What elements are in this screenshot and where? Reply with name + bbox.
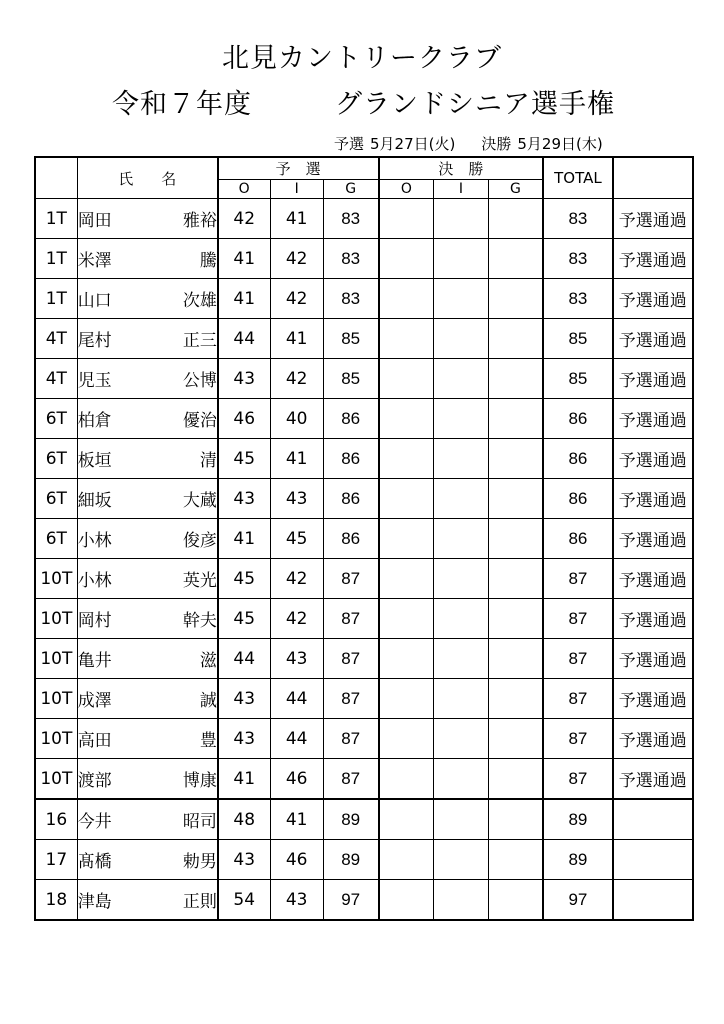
player-name-cell [77, 279, 218, 319]
qualification-status: 予選通過 [613, 319, 693, 359]
player-first-name: 騰 [199, 251, 217, 271]
player-last-name: 尾村 [77, 331, 112, 351]
table-row [35, 599, 693, 639]
rank-cell: 18 [35, 880, 77, 921]
final-out-score [379, 359, 434, 399]
player-first-name: 清 [199, 451, 217, 471]
player-last-name: 亀井 [77, 651, 112, 671]
rank-cell: 10T [35, 759, 77, 800]
qual-in-score: 43 [270, 880, 323, 921]
final-out-score [379, 599, 434, 639]
qual-gross-score: 87 [323, 599, 378, 639]
final-in-score [434, 359, 488, 399]
qual-gross-score: 86 [323, 479, 378, 519]
rank-cell: 1T [35, 199, 77, 239]
player-name-cell [77, 880, 218, 921]
table-row [35, 439, 693, 479]
player-last-name: 米澤 [77, 251, 112, 271]
player-last-name: 高田 [77, 731, 112, 751]
total-score: 87 [543, 679, 612, 719]
qual-in-score: 40 [270, 399, 323, 439]
table-row [35, 519, 693, 559]
qual-in-score: 43 [270, 639, 323, 679]
table-row [35, 799, 693, 840]
player-name-cell [77, 639, 218, 679]
final-out-score [379, 840, 434, 880]
rank-cell: 10T [35, 639, 77, 679]
final-in-score [434, 799, 488, 840]
player-name-cell [77, 319, 218, 359]
total-score: 87 [543, 639, 612, 679]
final-out-score [379, 399, 434, 439]
total-score: 97 [543, 880, 612, 921]
final-out-score [379, 279, 434, 319]
player-last-name: 板垣 [77, 451, 112, 471]
player-first-name: 大蔵 [182, 491, 217, 511]
qual-gross-score: 87 [323, 639, 378, 679]
event-year: 令和７年度 [112, 89, 252, 120]
qualifying-date: 5月27日(火) [370, 135, 456, 153]
rank-cell: 6T [35, 399, 77, 439]
final-out-score [379, 880, 434, 921]
schedule-dates [334, 133, 609, 154]
final-in-score [434, 479, 488, 519]
final-gross-score [488, 359, 543, 399]
final-gross-score [488, 639, 543, 679]
player-name-cell [77, 239, 218, 279]
final-in-score [434, 559, 488, 599]
qual-out-header: O [218, 180, 270, 199]
final-out-score [379, 799, 434, 840]
total-score: 83 [543, 279, 612, 319]
qualification-status: 予選通過 [613, 279, 693, 319]
table-row [35, 639, 693, 679]
qual-gross-score: 86 [323, 399, 378, 439]
qual-in-score: 44 [270, 719, 323, 759]
player-name-cell [77, 439, 218, 479]
qual-in-score: 46 [270, 759, 323, 800]
final-in-score [434, 319, 488, 359]
final-gross-score [488, 399, 543, 439]
player-last-name: 津島 [77, 892, 112, 912]
final-in-header: I [434, 180, 488, 199]
table-row [35, 759, 693, 800]
player-name-cell [77, 799, 218, 840]
qual-gross-score: 83 [323, 239, 378, 279]
qualification-status: 予選通過 [613, 359, 693, 399]
total-score: 85 [543, 359, 612, 399]
player-first-name: 幹夫 [182, 611, 217, 631]
qual-in-score: 42 [270, 239, 323, 279]
qual-in-score: 42 [270, 599, 323, 639]
qual-out-score: 45 [218, 559, 270, 599]
qual-in-score: 45 [270, 519, 323, 559]
name-header-first: 名 [161, 169, 177, 188]
final-gross-score [488, 599, 543, 639]
qual-in-score: 46 [270, 840, 323, 880]
player-name-cell [77, 679, 218, 719]
page-title: 北見カントリークラブ [222, 43, 502, 74]
qual-in-score: 41 [270, 799, 323, 840]
name-header-last: 氏 [118, 169, 134, 188]
final-out-score [379, 319, 434, 359]
qual-out-score: 41 [218, 759, 270, 800]
player-first-name: 博康 [182, 771, 217, 791]
qual-out-score: 46 [218, 399, 270, 439]
table-row [35, 279, 693, 319]
table-row [35, 359, 693, 399]
player-first-name: 勅男 [182, 852, 217, 872]
total-score: 87 [543, 759, 612, 800]
event-name: グランドシニア選手権 [335, 89, 615, 120]
player-name-cell [77, 840, 218, 880]
qualification-status [613, 880, 693, 921]
player-first-name: 昭司 [182, 812, 217, 832]
total-score: 87 [543, 719, 612, 759]
player-name-cell [77, 719, 218, 759]
qual-gross-score: 89 [323, 840, 378, 880]
rank-cell: 6T [35, 479, 77, 519]
qual-gross-header: G [323, 180, 378, 199]
qual-out-score: 44 [218, 319, 270, 359]
qualification-status: 予選通過 [613, 719, 693, 759]
qual-gross-score: 87 [323, 759, 378, 800]
qualification-status [613, 799, 693, 840]
table-row [35, 559, 693, 599]
player-first-name: 正則 [182, 892, 217, 912]
final-in-score [434, 719, 488, 759]
player-first-name: 英光 [182, 571, 217, 591]
total-score: 86 [543, 439, 612, 479]
table-row [35, 239, 693, 279]
name-header [77, 157, 218, 199]
qual-out-score: 44 [218, 639, 270, 679]
final-gross-score [488, 799, 543, 840]
player-last-name: 髙橋 [77, 852, 112, 872]
player-first-name: 優治 [182, 411, 217, 431]
final-gross-score [488, 439, 543, 479]
final-gross-score [488, 679, 543, 719]
player-last-name: 細坂 [77, 491, 112, 511]
total-score: 85 [543, 319, 612, 359]
qual-out-score: 54 [218, 880, 270, 921]
rank-cell: 10T [35, 719, 77, 759]
final-in-score [434, 639, 488, 679]
final-label: 決勝 [481, 135, 512, 153]
player-last-name: 岡村 [77, 611, 112, 631]
total-score: 86 [543, 479, 612, 519]
final-in-score [434, 439, 488, 479]
qual-out-score: 43 [218, 719, 270, 759]
qualification-status: 予選通過 [613, 519, 693, 559]
qualification-status: 予選通過 [613, 199, 693, 239]
results-table [34, 156, 694, 921]
table-row [35, 679, 693, 719]
qual-in-score: 41 [270, 199, 323, 239]
rank-cell: 17 [35, 840, 77, 880]
qual-gross-score: 87 [323, 679, 378, 719]
player-last-name: 小林 [77, 531, 112, 551]
final-in-score [434, 759, 488, 800]
final-date: 5月29日(木) [517, 135, 603, 153]
player-name-cell [77, 759, 218, 800]
qualification-status: 予選通過 [613, 399, 693, 439]
qual-gross-score: 83 [323, 279, 378, 319]
player-first-name: 正三 [182, 331, 217, 351]
final-in-score [434, 880, 488, 921]
qualifying-header: 予 選 [218, 157, 379, 180]
qual-in-score: 42 [270, 279, 323, 319]
player-last-name: 岡田 [77, 211, 112, 231]
player-first-name: 誠 [199, 691, 217, 711]
qual-out-score: 41 [218, 279, 270, 319]
rank-cell: 1T [35, 279, 77, 319]
table-row [35, 319, 693, 359]
player-first-name: 公博 [182, 371, 217, 391]
rank-cell: 4T [35, 359, 77, 399]
qual-gross-score: 85 [323, 319, 378, 359]
qual-out-score: 41 [218, 519, 270, 559]
player-last-name: 成澤 [77, 691, 112, 711]
total-score: 89 [543, 799, 612, 840]
qual-gross-score: 87 [323, 559, 378, 599]
final-gross-score [488, 319, 543, 359]
final-gross-score [488, 519, 543, 559]
final-gross-score [488, 479, 543, 519]
qual-out-score: 43 [218, 359, 270, 399]
qual-gross-score: 83 [323, 199, 378, 239]
qualification-status: 予選通過 [613, 679, 693, 719]
qual-in-score: 41 [270, 439, 323, 479]
player-first-name: 次雄 [182, 291, 217, 311]
rank-cell: 6T [35, 439, 77, 479]
final-out-score [379, 719, 434, 759]
qualification-status: 予選通過 [613, 639, 693, 679]
final-out-score [379, 239, 434, 279]
qualifying-label: 予選 [334, 135, 365, 153]
total-score: 86 [543, 399, 612, 439]
qualification-status: 予選通過 [613, 239, 693, 279]
table-row [35, 199, 693, 239]
qualification-status: 予選通過 [613, 599, 693, 639]
final-in-score [434, 519, 488, 559]
final-in-score [434, 599, 488, 639]
table-row [35, 719, 693, 759]
rank-cell: 10T [35, 559, 77, 599]
player-name-cell [77, 519, 218, 559]
player-last-name: 児玉 [77, 371, 112, 391]
rank-cell: 6T [35, 519, 77, 559]
total-score: 87 [543, 559, 612, 599]
final-out-score [379, 759, 434, 800]
player-first-name: 雅裕 [182, 211, 217, 231]
rank-header [35, 157, 77, 199]
total-score: 87 [543, 599, 612, 639]
table-row [35, 840, 693, 880]
qual-in-score: 41 [270, 319, 323, 359]
qual-out-score: 43 [218, 679, 270, 719]
final-gross-score [488, 759, 543, 800]
qual-out-score: 43 [218, 479, 270, 519]
player-last-name: 柏倉 [77, 411, 112, 431]
qualification-status: 予選通過 [613, 439, 693, 479]
final-out-score [379, 439, 434, 479]
total-score: 89 [543, 840, 612, 880]
qual-in-score: 42 [270, 359, 323, 399]
player-first-name: 豊 [199, 731, 217, 751]
qual-in-score: 42 [270, 559, 323, 599]
player-last-name: 渡部 [77, 771, 112, 791]
total-score: 83 [543, 199, 612, 239]
qualification-status: 予選通過 [613, 759, 693, 800]
qual-out-score: 42 [218, 199, 270, 239]
final-in-score [434, 399, 488, 439]
final-out-score [379, 199, 434, 239]
total-score: 86 [543, 519, 612, 559]
qual-out-score: 45 [218, 599, 270, 639]
total-header: TOTAL [543, 157, 612, 199]
player-name-cell [77, 399, 218, 439]
qual-in-score: 43 [270, 479, 323, 519]
final-out-score [379, 639, 434, 679]
qual-gross-score: 87 [323, 719, 378, 759]
qual-in-score: 44 [270, 679, 323, 719]
player-last-name: 山口 [77, 291, 112, 311]
rank-cell: 4T [35, 319, 77, 359]
final-out-score [379, 519, 434, 559]
final-gross-score [488, 279, 543, 319]
rank-cell: 1T [35, 239, 77, 279]
player-first-name: 滋 [199, 651, 217, 671]
rank-cell: 10T [35, 599, 77, 639]
final-gross-score [488, 840, 543, 880]
rank-cell: 10T [35, 679, 77, 719]
rank-cell: 16 [35, 799, 77, 840]
qual-out-score: 41 [218, 239, 270, 279]
final-out-header: O [379, 180, 434, 199]
qual-gross-score: 85 [323, 359, 378, 399]
player-name-cell [77, 599, 218, 639]
final-gross-score [488, 880, 543, 921]
final-out-score [379, 559, 434, 599]
final-in-score [434, 679, 488, 719]
final-gross-header: G [488, 180, 543, 199]
final-out-score [379, 679, 434, 719]
qualification-status [613, 840, 693, 880]
qualification-status: 予選通過 [613, 479, 693, 519]
player-name-cell [77, 359, 218, 399]
player-name-cell [77, 199, 218, 239]
final-gross-score [488, 199, 543, 239]
qual-gross-score: 86 [323, 439, 378, 479]
final-in-score [434, 840, 488, 880]
final-gross-score [488, 719, 543, 759]
player-first-name: 俊彦 [182, 531, 217, 551]
qual-out-score: 48 [218, 799, 270, 840]
qual-out-score: 45 [218, 439, 270, 479]
qual-in-header: I [270, 180, 323, 199]
table-row [35, 479, 693, 519]
player-name-cell [77, 479, 218, 519]
final-gross-score [488, 239, 543, 279]
table-row [35, 880, 693, 921]
status-header [613, 157, 693, 199]
final-gross-score [488, 559, 543, 599]
final-out-score [379, 479, 434, 519]
qual-gross-score: 86 [323, 519, 378, 559]
player-name-cell [77, 559, 218, 599]
qualification-status: 予選通過 [613, 559, 693, 599]
player-last-name: 小林 [77, 571, 112, 591]
final-in-score [434, 199, 488, 239]
qual-gross-score: 89 [323, 799, 378, 840]
table-row [35, 399, 693, 439]
qual-out-score: 43 [218, 840, 270, 880]
final-header: 決 勝 [379, 157, 544, 180]
total-score: 83 [543, 239, 612, 279]
qual-gross-score: 97 [323, 880, 378, 921]
final-in-score [434, 239, 488, 279]
player-last-name: 今井 [77, 812, 112, 832]
final-in-score [434, 279, 488, 319]
